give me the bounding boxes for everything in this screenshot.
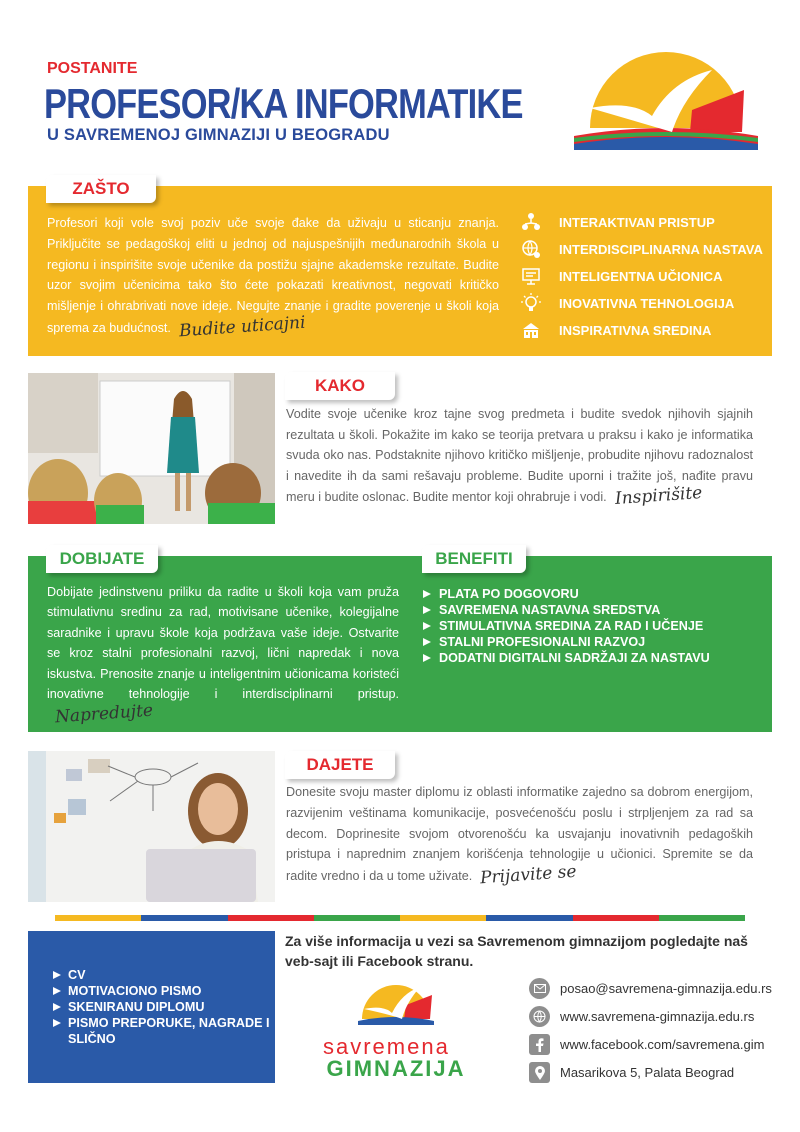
color-divider (55, 915, 745, 921)
dobijate-signature: Napredujte (54, 701, 154, 728)
tab-dobijate: DOBIJATE (46, 545, 158, 573)
people-network-icon (521, 212, 541, 232)
feature-label: INTERDISCIPLINARNA NASTAVA (559, 241, 763, 257)
document-item: CV (52, 967, 272, 983)
tab-benefiti: BENEFITI (422, 545, 526, 573)
benefits-list (422, 586, 752, 666)
contact-website[interactable] (529, 1006, 754, 1027)
contact-text: www.savremena-gimnazija.edu.rs (560, 1009, 755, 1024)
presentation-board-icon (521, 266, 541, 286)
zasto-paragraph: Profesori koji vole svoj poziv uče svoje đake da uživaju u sticanju znanja. Priključite se pedagoškoj eliti u jednoj od najuspešnijih međunarodnih škola u regionu i inspirišite svoje učenike da postižu sjajne akademske rezultate. Budite uzor svojim učenicima tako što ćete pokazati kreativnost, negovati kritičko mišljenje i ohrabrivati nove ideje. Negujte znanje i gradite poverenje u školi koja sprema za budućnost. (47, 216, 499, 335)
document-item: SKENIRANU DIPLOMU (52, 999, 272, 1015)
feature-label: INSPIRATIVNA SREDINA (559, 322, 712, 338)
dajete-paragraph: Donesite svoju master diplomu iz oblasti informatike zajedno sa dobrom energijom, razvijenim veštinama komunikacije, posvećenošću poslu i strpljenjem za rad sa decom. Doprinesite svojom otvorenošću ka usvajanju inovativnih pedagoških pristupa i naprednim znanjem korišćenja tehnologije u učionici. Spremite se da radite vredno i da u tome uživate. (286, 785, 753, 884)
teacher-photo (28, 751, 275, 902)
feature-item (521, 320, 711, 340)
feature-item (521, 239, 763, 259)
dajete-text (286, 782, 753, 887)
feature-label: INOVATIVNA TEHNOLOGIJA (559, 295, 735, 311)
document-item: MOTIVACIONO PISMO (52, 983, 272, 999)
brand-name-line1: savremena (323, 1034, 450, 1059)
document-item: PISMO PREPORUKE, NAGRADE I SLIČNO (52, 1015, 272, 1047)
zasto-text (47, 213, 499, 342)
classroom-photo (28, 373, 275, 524)
contact-text: posao@savremena-gimnazija.edu.rs (560, 981, 772, 996)
kako-paragraph: Vodite svoje učenike kroz tajne svog predmeta i budite svedok njihovih sjajnih rezultata u školi. Pokažite im kako se teorija pretvara u praksu i kako je informatika svuda oko nas. Podstaknite njihovo kritičko mišljenje, probudite njihovu radoznalost i navedite ih da sami rešavaju probleme. Budite uporni i tražite još, nađite pravu meru i budite oslonac. Budite mentor koji ohrabruje i vodi. (286, 407, 753, 505)
facebook-icon (529, 1034, 550, 1055)
benefit-item: DODATNI DIGITALNI SADRŽAJI ZA NASTAVU (422, 650, 752, 666)
building-icon (521, 320, 541, 340)
zasto-signature: Budite uticajni (178, 312, 307, 342)
tab-kako: KAKO (285, 372, 395, 400)
web-icon (529, 1006, 550, 1027)
dobijate-text (47, 582, 399, 726)
tab-zasto: ZAŠTO (46, 175, 156, 203)
feature-label: INTERAKTIVAN PRISTUP (559, 214, 715, 230)
contact-text: www.facebook.com/savremena.gim (560, 1037, 765, 1052)
kako-signature: Inspirišite (614, 483, 703, 510)
feature-item (521, 212, 715, 232)
contact-facebook[interactable] (529, 1034, 764, 1055)
contact-email[interactable] (529, 978, 772, 999)
page-title: PROFESOR/KA INFORMATIKE (44, 80, 523, 127)
benefit-item: PLATA PO DOGOVORU (422, 586, 752, 602)
dobijate-paragraph: Dobijate jedinstvenu priliku da radite u školi koja vam pruža stimulativnu sredinu za rad, motivisane učenike, kolegijalne saradnike i upravu škole koja podržava vaše ideje. Ostvarite se kroz stalni profesionalni razvoj, lični napredak i nova iskustva. Prenosite znanje u inteligentnim učionicama koristeći inovativne tehnologije i interdisciplinarni pristup. (47, 585, 399, 702)
globe-gear-icon (521, 239, 541, 259)
dajete-signature: Prijavite se (479, 861, 578, 889)
contact-text: Masarikova 5, Palata Beograd (560, 1065, 735, 1080)
header-pre-title: POSTANITE (47, 60, 138, 77)
info-text: Za više informacija u vezi sa Savremenom gimnazijom pogledajte naš veb-sajt ili Facebook stranu. (285, 933, 748, 969)
feature-label: INTELIGENTNA UČIONICA (559, 268, 723, 284)
mail-icon (529, 978, 550, 999)
brand-name-line2: GIMNAZIJA (326, 1056, 466, 1081)
school-logo (572, 50, 760, 154)
tab-dajete: DAJETE (285, 751, 395, 779)
page-subtitle: U SAVREMENOJ GIMNAZIJI U BEOGRADU (47, 126, 390, 144)
kako-text (286, 404, 753, 508)
documents-list (52, 967, 272, 1047)
feature-item (521, 293, 734, 313)
feature-item (521, 266, 722, 286)
benefit-item: STIMULATIVNA SREDINA ZA RAD I UČENJE (422, 618, 752, 634)
brand-logo (356, 975, 436, 1027)
benefit-item: SAVREMENA NASTAVNA SREDSTVA (422, 602, 752, 618)
contact-address (529, 1062, 734, 1083)
benefit-item: STALNI PROFESIONALNI RAZVOJ (422, 634, 752, 650)
location-icon (529, 1062, 550, 1083)
lightbulb-icon (521, 293, 541, 313)
